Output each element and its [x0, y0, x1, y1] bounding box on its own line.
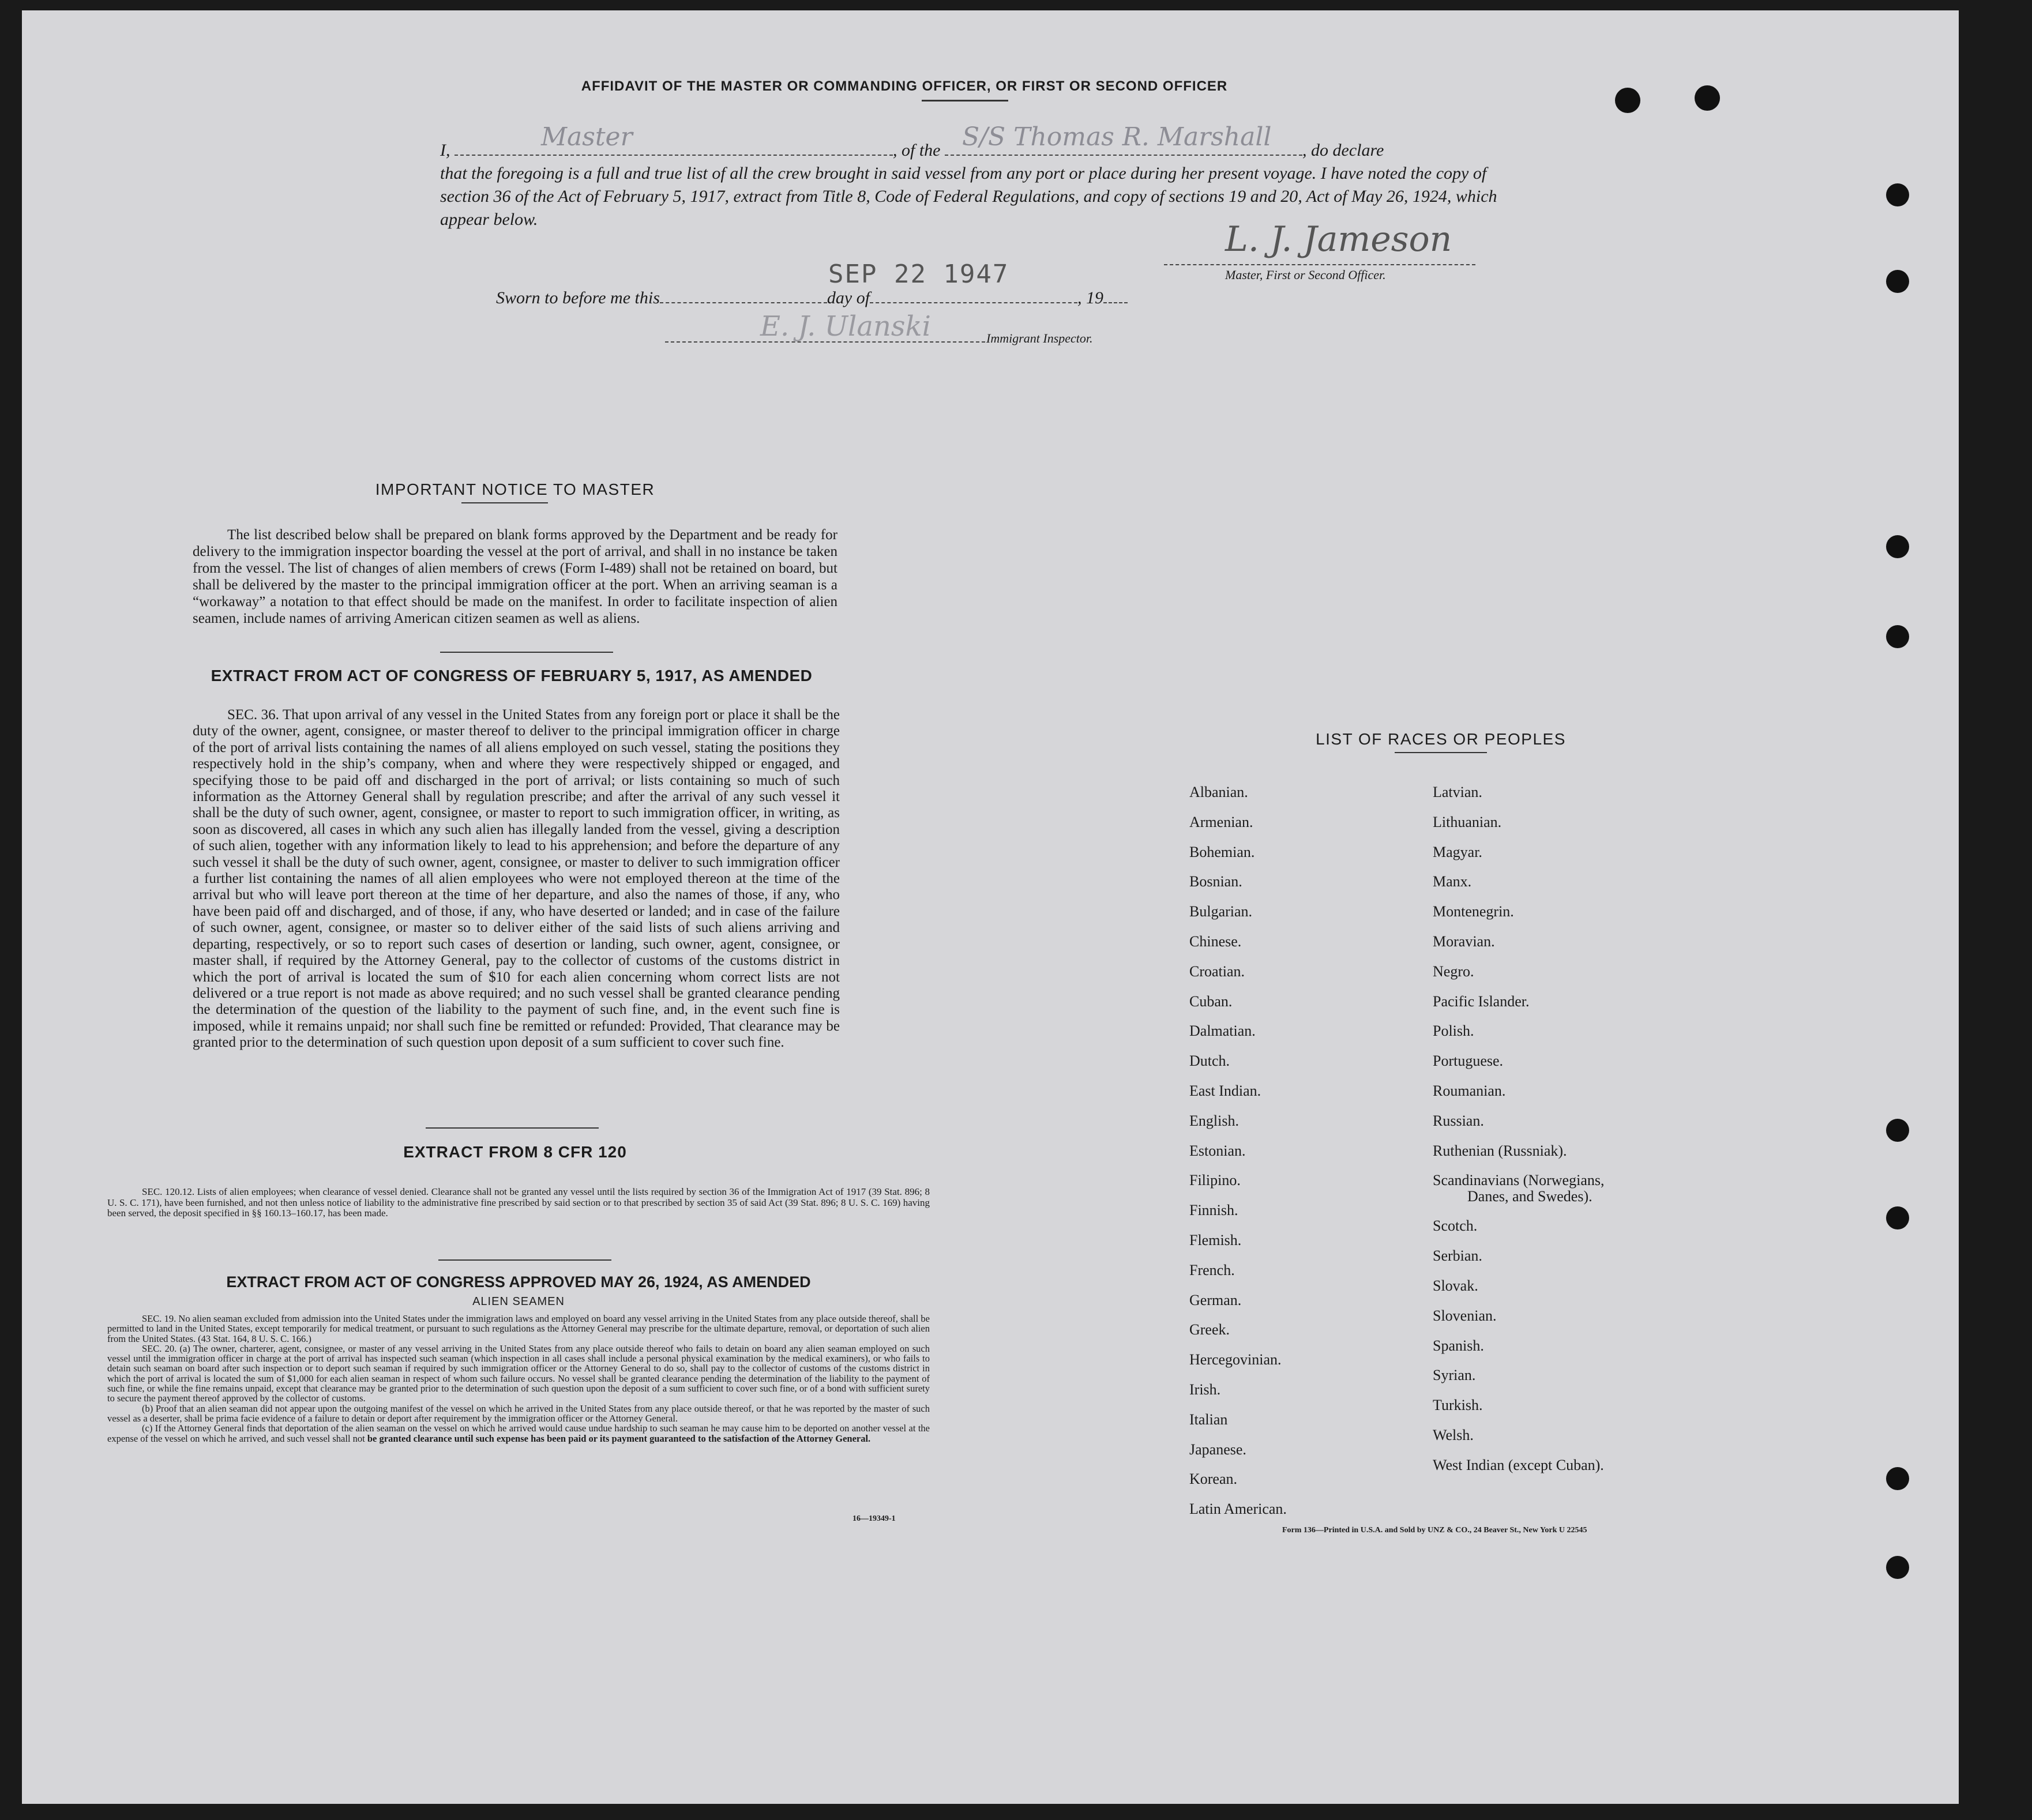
race-item: Italian [1189, 1411, 1228, 1428]
race-item: Spanish. [1433, 1337, 1484, 1354]
sworn-line [496, 286, 1128, 308]
race-item: Estonian. [1189, 1142, 1246, 1159]
race-item: English. [1189, 1112, 1239, 1129]
declare-name-field [455, 122, 893, 156]
race-item: Portuguese. [1433, 1052, 1504, 1070]
race-item-scandinavians-cont: Danes, and Swedes). [1467, 1188, 1592, 1205]
divider [426, 1127, 599, 1129]
race-item: Finnish. [1189, 1202, 1238, 1219]
section-120-text: SEC. 120.12. Lists of alien employees; when clearance of vessel denied. Clearance shall not be granted any vessel until the lists required by section 36 of the Immigration Act of 1917 (39 Stat. 896; 8 U. S. C. 171), have been furnished, and not then unless notice of liability to the administrative fine prescribed by said section or to that prescribed by section 35 of said Act (39 Stat. 896; 8 U. S. C. 169) having been served, the deposit specified in §§ 160.13–160.17, has been made. [107, 1186, 930, 1219]
race-item: Polish. [1433, 1022, 1474, 1040]
affidavit-title: AFFIDAVIT OF THE MASTER OR COMMANDING OFFICER, OR FIRST OR SECOND OFFICER [581, 78, 1228, 94]
divider [440, 652, 613, 653]
race-item: Scotch. [1433, 1217, 1478, 1235]
form-number: 16—19349-1 [852, 1514, 896, 1523]
race-item: Slovenian. [1433, 1307, 1497, 1324]
race-item: Korean. [1189, 1471, 1238, 1488]
race-item: Slovak. [1433, 1277, 1478, 1294]
race-item: Pacific Islander. [1433, 992, 1530, 1010]
race-item: West Indian (except Cuban). [1433, 1456, 1604, 1473]
race-item: Montenegrin. [1433, 903, 1514, 920]
section-20b: (b) Proof that an alien seaman did not appear upon the outgoing manifest of the vessel on which he arrived in the United States from any place outside thereof, or that he was reported by the master of such vessel as a deserter, shall be prima facie evidence of a failure to detain or deport after requirement by the immigration officer or the Attorney General. [107, 1402, 930, 1424]
race-item: Chinese. [1189, 932, 1242, 950]
section-36-text: SEC. 36. That upon arrival of any vessel in the United States from any foreign port or place it shall be the duty of the owner, agent, consignee, or master thereof to deliver to the principal immigration officer in charge of the port of arrival lists containing the names of all aliens employed on such vessel, stating the positions they respectively hold in the ship’s company, when and where they were respectively shipped or engaged, and specifying those to be paid off and discharged in the port of arrival; or lists containing so much of such information as the Attorney General shall by regulation prescribe; and after the arrival of any such vessel it shall be the duty of such owner, agent, consignee, or master to report to such immigration officer, in writing, as soon as discovered, all cases in which any such alien has illegally landed from the vessel, giving a description of such alien, together with any information likely to lead to his apprehension; and before the departure of any such vessel it shall be the duty of such owner, agent, consignee, or master to deliver to such immigration officer a further list containing the names of all alien employees who were not employed thereon at the time of the arrival but who will leave port thereon at the time of her departure, and also the names of those, if any, who have been paid off and discharged, and of those, if any, who have deserted or landed; and in case of the failure of such owner, agent, consignee, or master so to deliver either of the said lists of such aliens arriving and departing, respectively, or so to report such cases of desertion or landing, such owner, agent, consignee, or master shall, if required by the Attorney General, pay to the collector of customs of the customs district in which the port of arrival is located the sum of $10 for each alien concerning whom correct lists are not delivered or a true report is not made as above required; and no such vessel shall be granted clearance pending the determination of the question of the liability to the payment of such fine, and, in the event such fine is imposed, while it remains unpaid; nor shall such fine be remitted or refunded: Provided, That clearance may be granted prior to the determination of such question upon deposit of a sum sufficient to cover such fine. [193, 707, 840, 1051]
inspector-line [665, 341, 985, 343]
punch-hole [1886, 535, 1909, 558]
race-item: Ruthenian (Russniak). [1433, 1142, 1567, 1159]
punch-hole [1886, 1556, 1909, 1579]
extract-1917-heading: EXTRACT FROM ACT OF CONGRESS OF FEBRUARY 5, 1917, AS AMENDED [211, 667, 813, 685]
divider [438, 1259, 611, 1261]
race-item: Negro. [1433, 962, 1474, 980]
date-stamp: SEP 22 1947 [828, 260, 1009, 289]
declare-vessel-handwriting: S/S Thomas R. Marshall [962, 122, 1272, 152]
notice-heading: IMPORTANT NOTICE TO MASTER [375, 480, 655, 498]
section-20c-normal: (c) If the Attorney General finds that deportation of the alien seaman on the vessel on which he arrived would cause undue hardship to such seaman he may cause him to be deported on another vessel at the expense of the vessel on which he arrived, and such vessel shall not [107, 1423, 930, 1444]
signature-label: Master, First or Second Officer. [1225, 268, 1386, 282]
race-item: Russian. [1433, 1112, 1484, 1129]
race-item: Moravian. [1433, 932, 1495, 950]
race-item: Serbian. [1433, 1247, 1482, 1265]
sections-19-20-text [107, 1314, 930, 1443]
section-20c [107, 1423, 930, 1443]
race-item: French. [1189, 1261, 1235, 1278]
document-page [22, 10, 1959, 1804]
race-item: Greek. [1189, 1321, 1230, 1338]
races-heading: LIST OF RACES OR PEOPLES [1316, 730, 1566, 748]
extract-1924-heading: EXTRACT FROM ACT OF CONGRESS APPROVED MAY 26, 1924, AS AMENDED [226, 1273, 811, 1291]
notice-body: The list described below shall be prepared on blank forms approved by the Department and be ready for delivery to the immigration inspector boarding the vessel at the port of arrival, and shall in no instance be taken from the vessel. The list of changes of alien members of crews (Form I-489) shall not be retained on board, but shall be delivered by the master to the principal immigration officer at the port. When an arriving seaman is a “workaway” a notation to that effect should be made on the manifest. In order to facilitate inspection of alien seamen, include names of arriving American citizen seamen as well as aliens. [193, 527, 837, 626]
race-item: Armenian. [1189, 813, 1253, 830]
section-19: SEC. 19. No alien seaman excluded from admission into the United States under the immigration laws and employed on board any vessel arriving in the United States from any place outside thereof, shall be permitted to land in the United States, except temporarily for medical treatment, or pursuant to such regulations as the Attorney General may prescribe for the ultimate departure, removal, or deportation of such alien from the United States. (43 Stat. 164, 8 U. S. C. 166.) [107, 1313, 930, 1344]
declare-vessel-field [945, 122, 1302, 156]
sworn-prefix: Sworn to before me this [496, 288, 660, 307]
race-item: Bosnian. [1189, 873, 1242, 890]
race-item: Croatian. [1189, 962, 1245, 980]
punch-hole [1886, 1206, 1909, 1229]
race-item: Cuban. [1189, 992, 1233, 1010]
race-item: Japanese. [1189, 1441, 1246, 1458]
race-item: Albanian. [1189, 784, 1248, 800]
section-20c-bold: be granted clearance until such expense has been paid or its payment guaranteed to the satisfaction of the Attorney General. [367, 1432, 871, 1444]
race-item: Filipino. [1189, 1172, 1241, 1189]
race-item: Turkish. [1433, 1397, 1483, 1414]
declare-name-handwriting: Master [541, 122, 633, 152]
declaration-body: that the foregoing is a full and true list of all the crew brought in said vessel from any port or place during her present voyage. I have noted the copy of section 36 of the Act of February 5, 1917, extract from Title 8, Code of Federal Regulations, and copy of sections 19 and 20, Act of May 26, 1924, which appear below. [440, 164, 1497, 229]
punch-hole [1886, 183, 1909, 206]
punch-hole [1886, 1467, 1909, 1490]
form-printer-line: Form 136—Printed in U.S.A. and Sold by UNZ & CO., 24 Beaver St., New York U 22545 [1282, 1526, 1587, 1535]
divider [1395, 752, 1487, 753]
race-item: Lithuanian. [1433, 813, 1502, 830]
alien-seamen-heading: ALIEN SEAMEN [472, 1295, 565, 1308]
race-item: Bohemian. [1189, 843, 1255, 860]
race-item-scandinavians: Scandinavians (Norwegians, [1433, 1172, 1605, 1189]
punch-hole [1886, 1119, 1909, 1142]
inspector-label: Immigrant Inspector. [986, 331, 1093, 345]
races-left-column [1189, 777, 1287, 1524]
sworn-year: , 19 [1077, 288, 1104, 307]
race-item: Irish. [1189, 1381, 1221, 1398]
declare-suffix: , do declare [1302, 141, 1384, 160]
race-item: Roumanian. [1433, 1082, 1506, 1099]
race-item: Latin American. [1189, 1501, 1287, 1518]
race-item: Latvian. [1433, 784, 1482, 800]
race-item: Flemish. [1189, 1231, 1242, 1249]
declare-of: , of the [893, 141, 941, 160]
race-item: Hercegovinian. [1189, 1351, 1282, 1368]
race-item: Dutch. [1189, 1052, 1230, 1070]
races-right-column [1433, 777, 1604, 1480]
race-item: Magyar. [1433, 843, 1482, 860]
sworn-day-of: day of [827, 288, 870, 307]
inspector-signature: E. J. Ulanski [760, 310, 931, 343]
divider [922, 100, 1008, 101]
race-item: Welsh. [1433, 1426, 1474, 1443]
declare-prefix: I, [440, 141, 450, 160]
section-20a: SEC. 20. (a) The owner, charterer, agent, consignee, or master of any vessel arriving in the United States from any place outside thereof who fails to detain on board any alien seaman employed on such vessel until the immigration officer in charge at the port of arrival has inspected such seaman (which inspection in all cases shall include a personal physical examination by the medical examiners), or who fails to detain such seaman on board after such inspection or to deport such seaman if required by such immigration officer or the Attorney General to do so, shall pay to the collector of customs of the customs district in which the port of arrival is located the sum of $1,000 for each alien seaman in respect of whom such failure occurs. No vessel shall be granted clearance pending the determination of the liability to the payment of such fine, or while the fine remains unpaid, except that clearance may be granted prior to the determination of such question upon the deposit of a sum sufficient to cover such fine, or of a bond with sufficient surety to secure the payment thereof approved by the collector of customs. [107, 1343, 930, 1404]
race-item: Syrian. [1433, 1367, 1476, 1384]
race-item: Manx. [1433, 873, 1472, 890]
race-item: German. [1189, 1291, 1242, 1308]
punch-hole [1615, 88, 1640, 113]
punch-hole [1886, 270, 1909, 293]
master-signature: L. J. Jameson [1225, 219, 1452, 260]
punch-hole [1695, 85, 1720, 111]
race-item: East Indian. [1189, 1082, 1261, 1099]
signature-line [1164, 264, 1475, 265]
extract-cfr-heading: EXTRACT FROM 8 CFR 120 [403, 1143, 627, 1161]
punch-hole [1886, 625, 1909, 648]
divider [461, 502, 548, 503]
race-item: Bulgarian. [1189, 903, 1253, 920]
race-item: Dalmatian. [1189, 1022, 1256, 1040]
declaration [440, 122, 1514, 231]
